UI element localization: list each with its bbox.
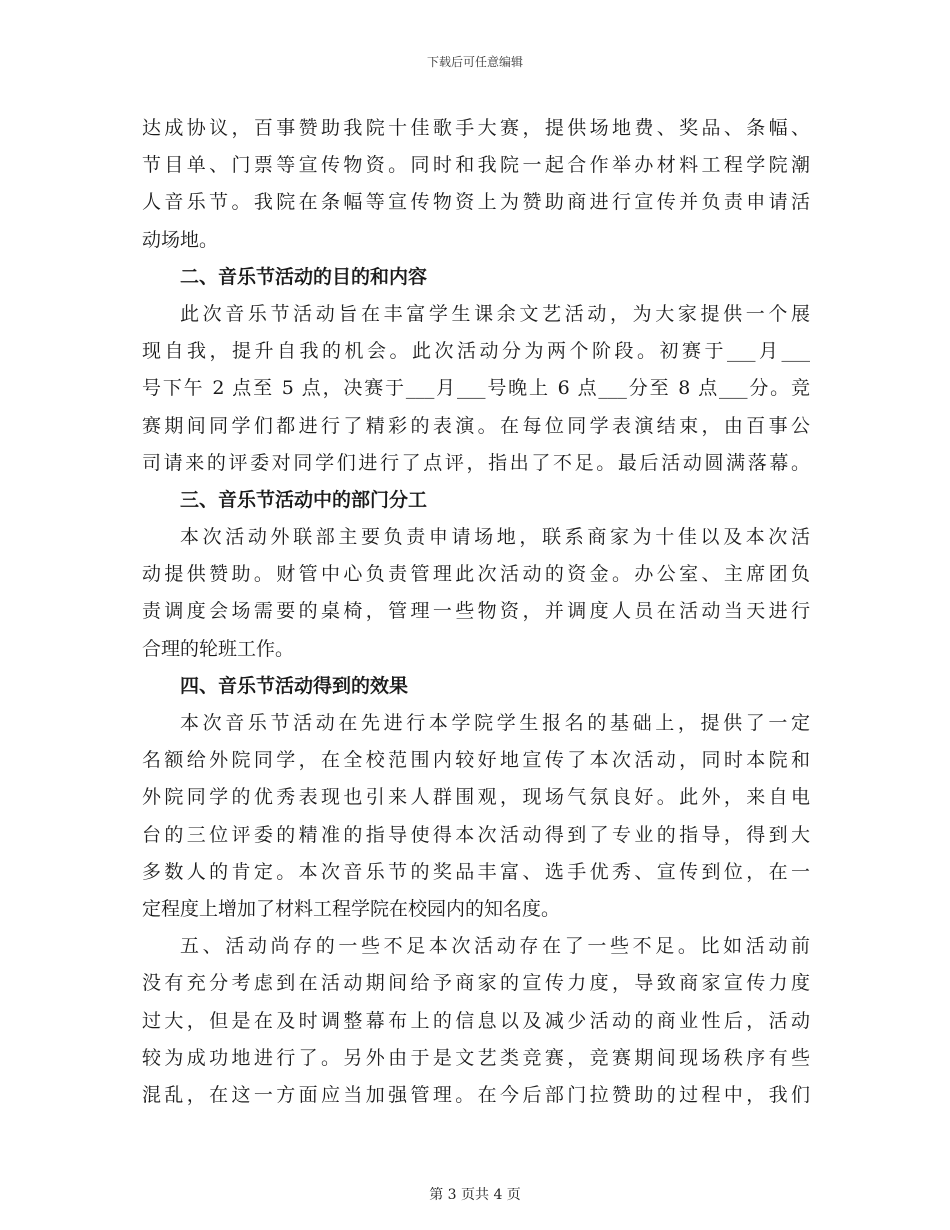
body-line: 本次活动外联部主要负责申请场地，联系商家为十佳以及本次活 — [180, 526, 810, 549]
body-line: 较为成功地进行了。另外由于是文艺类竞赛，竞赛期间现场秩序有些 — [142, 1046, 810, 1069]
body-line: 名额给外院同学，在全校范围内较好地宣传了本次活动，同时本院和 — [142, 749, 810, 772]
body-line: 过大，但是在及时调整幕布上的信息以及减少活动的商业性后，活动 — [142, 1009, 810, 1032]
page-number: 第 3 页共 4 页 — [429, 1187, 521, 1203]
body-line: 定程度上增加了材料工程学院在校园内的知名度。 — [142, 897, 561, 920]
body-line: 本次音乐节活动在先进行本学院学生报名的基础上，提供了一定 — [180, 712, 810, 734]
body-line: 合理的轮班工作。 — [142, 637, 295, 660]
document-body — [142, 110, 810, 1114]
section-heading: 四、音乐节活动得到的效果 — [180, 674, 409, 697]
body-line: 外院同学的优秀表现也引来人群围观，现场气氛良好。此外，来自电 — [142, 786, 810, 809]
body-line: 动提供赞助。财管中心负责管理此次活动的资金。办公室、主席团负 — [142, 563, 810, 586]
body-line: 节目单、门票等宣传物资。同时和我院一起合作举办材料工程学院潮 — [142, 154, 810, 177]
body-line: 赛期间同学们都进行了精彩的表演。在每位同学表演结束，由百事公 — [142, 414, 810, 437]
section-heading: 二、音乐节活动的目的和内容 — [180, 265, 428, 288]
body-line: 人音乐节。我院在条幅等宣传物资上为赞助商进行宣传并负责申请活 — [142, 191, 810, 214]
body-line: 现自我，提升自我的机会。此次活动分为两个阶段。初赛于___月___ — [142, 340, 810, 363]
section-heading: 三、音乐节活动中的部门分工 — [180, 488, 428, 511]
body-line: 动场地。 — [142, 228, 219, 251]
body-line: 责调度会场需要的桌椅，管理一些物资，并调度人员在活动当天进行 — [142, 600, 810, 623]
body-line: 号下午 2 点至 5 点，决赛于___月___号晚上 6 点___分至 8 点___分。竞 — [142, 377, 810, 400]
body-line: 五、活动尚存的一些不足本次活动存在了一些不足。比如活动前 — [180, 935, 810, 958]
body-line: 此次音乐节活动旨在丰富学生课余文艺活动，为大家提供一个展 — [180, 302, 810, 325]
body-line: 司请来的评委对同学们进行了点评，指出了不足。最后活动圆满落幕。 — [142, 451, 810, 474]
body-line: 没有充分考虑到在活动期间给予商家的宣传力度，导致商家宣传力度 — [142, 972, 810, 995]
body-line: 混乱，在这一方面应当加强管理。在今后部门拉赞助的过程中，我们 — [142, 1083, 810, 1106]
page-header: 下载后可任意编辑 — [426, 55, 523, 69]
body-line: 多数人的肯定。本次音乐节的奖品丰富、选手优秀、宣传到位，在一 — [142, 860, 810, 883]
body-line: 台的三位评委的精准的指导使得本次活动得到了专业的指导，得到大 — [142, 823, 810, 846]
body-line: 达成协议，百事赞助我院十佳歌手大赛，提供场地费、奖品、条幅、 — [142, 117, 810, 139]
